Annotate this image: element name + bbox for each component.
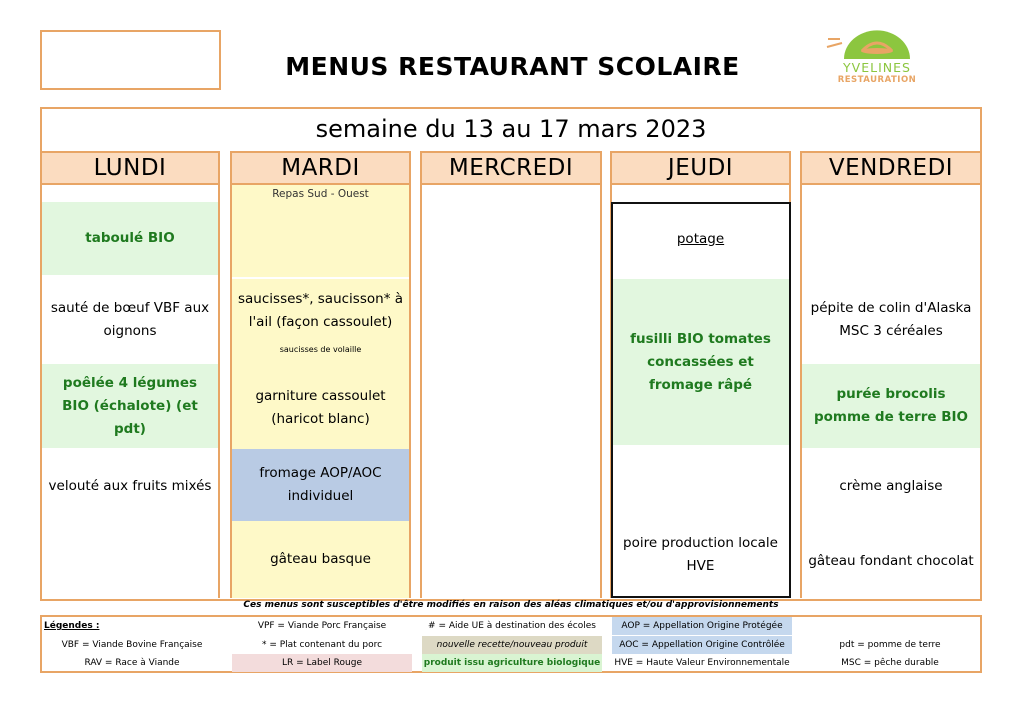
legend-pdt: pdt = pomme de terre xyxy=(839,640,941,650)
column-body xyxy=(230,185,411,598)
legend-aoc: AOC = Appellation Origine Contrôlée xyxy=(612,636,792,654)
menu-item-side: garniture cassoulet (haricot blanc) xyxy=(255,388,386,427)
menu-item-dessert: gâteau basque xyxy=(270,551,371,567)
day-header-mercredi: MERCREDI xyxy=(420,151,602,185)
empty-header-box xyxy=(40,30,221,90)
disclaimer: Ces menus sont susceptibles d'être modifiés en raison des aléas climatiques et/ou d'approvisionnements xyxy=(243,600,779,610)
column-mercredi xyxy=(420,151,602,598)
logo-line1: YVELINES xyxy=(843,60,911,75)
column-body xyxy=(800,185,982,598)
day-header-jeudi: JEUDI xyxy=(610,151,791,185)
legend-porc: * = Plat contenant du porc xyxy=(261,640,383,650)
yvelines-restauration-logo xyxy=(822,25,932,95)
column-vendredi xyxy=(800,151,982,598)
week-banner: semaine du 13 au 17 mars 2023 xyxy=(40,107,982,151)
menu-item-main: sauté de bœuf VBF aux oignons xyxy=(50,299,210,339)
menu-item-side: purée brocolis pomme de terre BIO xyxy=(802,364,980,448)
menu-item-starter: potage xyxy=(676,230,725,247)
legend-vbf: VBF = Viande Bovine Française xyxy=(61,640,203,650)
menu-item-dessert: velouté aux fruits mixés xyxy=(48,477,212,494)
menu-item-dessert: gâteau fondant chocolat xyxy=(808,552,974,569)
jeudi-highlight-box xyxy=(611,202,791,598)
menu-item-cheese: fromage AOP/AOC individuel xyxy=(232,449,409,521)
legend-rav: RAV = Race à Viande xyxy=(84,658,180,668)
logo-line2: RESTAURATION xyxy=(837,75,917,85)
menu-item-main: pépite de colin d'Alaska MSC 3 céréales xyxy=(810,299,972,339)
column-body xyxy=(40,185,220,598)
legend-aop: AOP = Appellation Origine Protégée xyxy=(612,617,792,635)
menu-item-note: saucisses de volaille xyxy=(279,345,362,354)
menu-item-dessert: poire production locale HVE xyxy=(623,535,778,574)
legend-aide-ue: # = Aide UE à destination des écoles xyxy=(428,621,596,631)
legend-vpf: VPF = Viande Porc Française xyxy=(257,621,387,631)
menu-item-main: fusilli BIO tomates concassées et fromage râpé xyxy=(612,279,789,445)
legend-new-recipe: nouvelle recette/nouveau produit xyxy=(422,636,602,654)
day-header-mardi: MARDI xyxy=(230,151,411,185)
column-lundi xyxy=(40,151,220,598)
menu-item-side: poêlée 4 légumes BIO (échalote) (et pdt) xyxy=(42,364,218,448)
column-mardi xyxy=(230,151,411,598)
menu-item-dairy: crème anglaise xyxy=(839,477,943,494)
menu-item-main: saucisses*, saucisson* à l'ail (façon cassoulet) xyxy=(232,277,409,343)
meal-theme: Repas Sud - Ouest xyxy=(272,188,369,200)
legend-bio: produit issu agriculture biologique xyxy=(422,654,602,672)
legend-title: Légendes : xyxy=(44,621,100,631)
legend-lr: LR = Label Rouge xyxy=(232,654,412,672)
day-header-lundi: LUNDI xyxy=(40,151,220,185)
legend-hve: HVE = Haute Valeur Environnementale xyxy=(614,658,790,668)
legend-msc: MSC = pêche durable xyxy=(841,658,939,668)
legend-box xyxy=(40,615,982,673)
column-body xyxy=(420,185,602,598)
page-title: MENUS RESTAURANT SCOLAIRE xyxy=(285,52,740,81)
menu-item-starter: taboulé BIO xyxy=(42,202,218,275)
day-header-vendredi: VENDREDI xyxy=(800,151,982,185)
